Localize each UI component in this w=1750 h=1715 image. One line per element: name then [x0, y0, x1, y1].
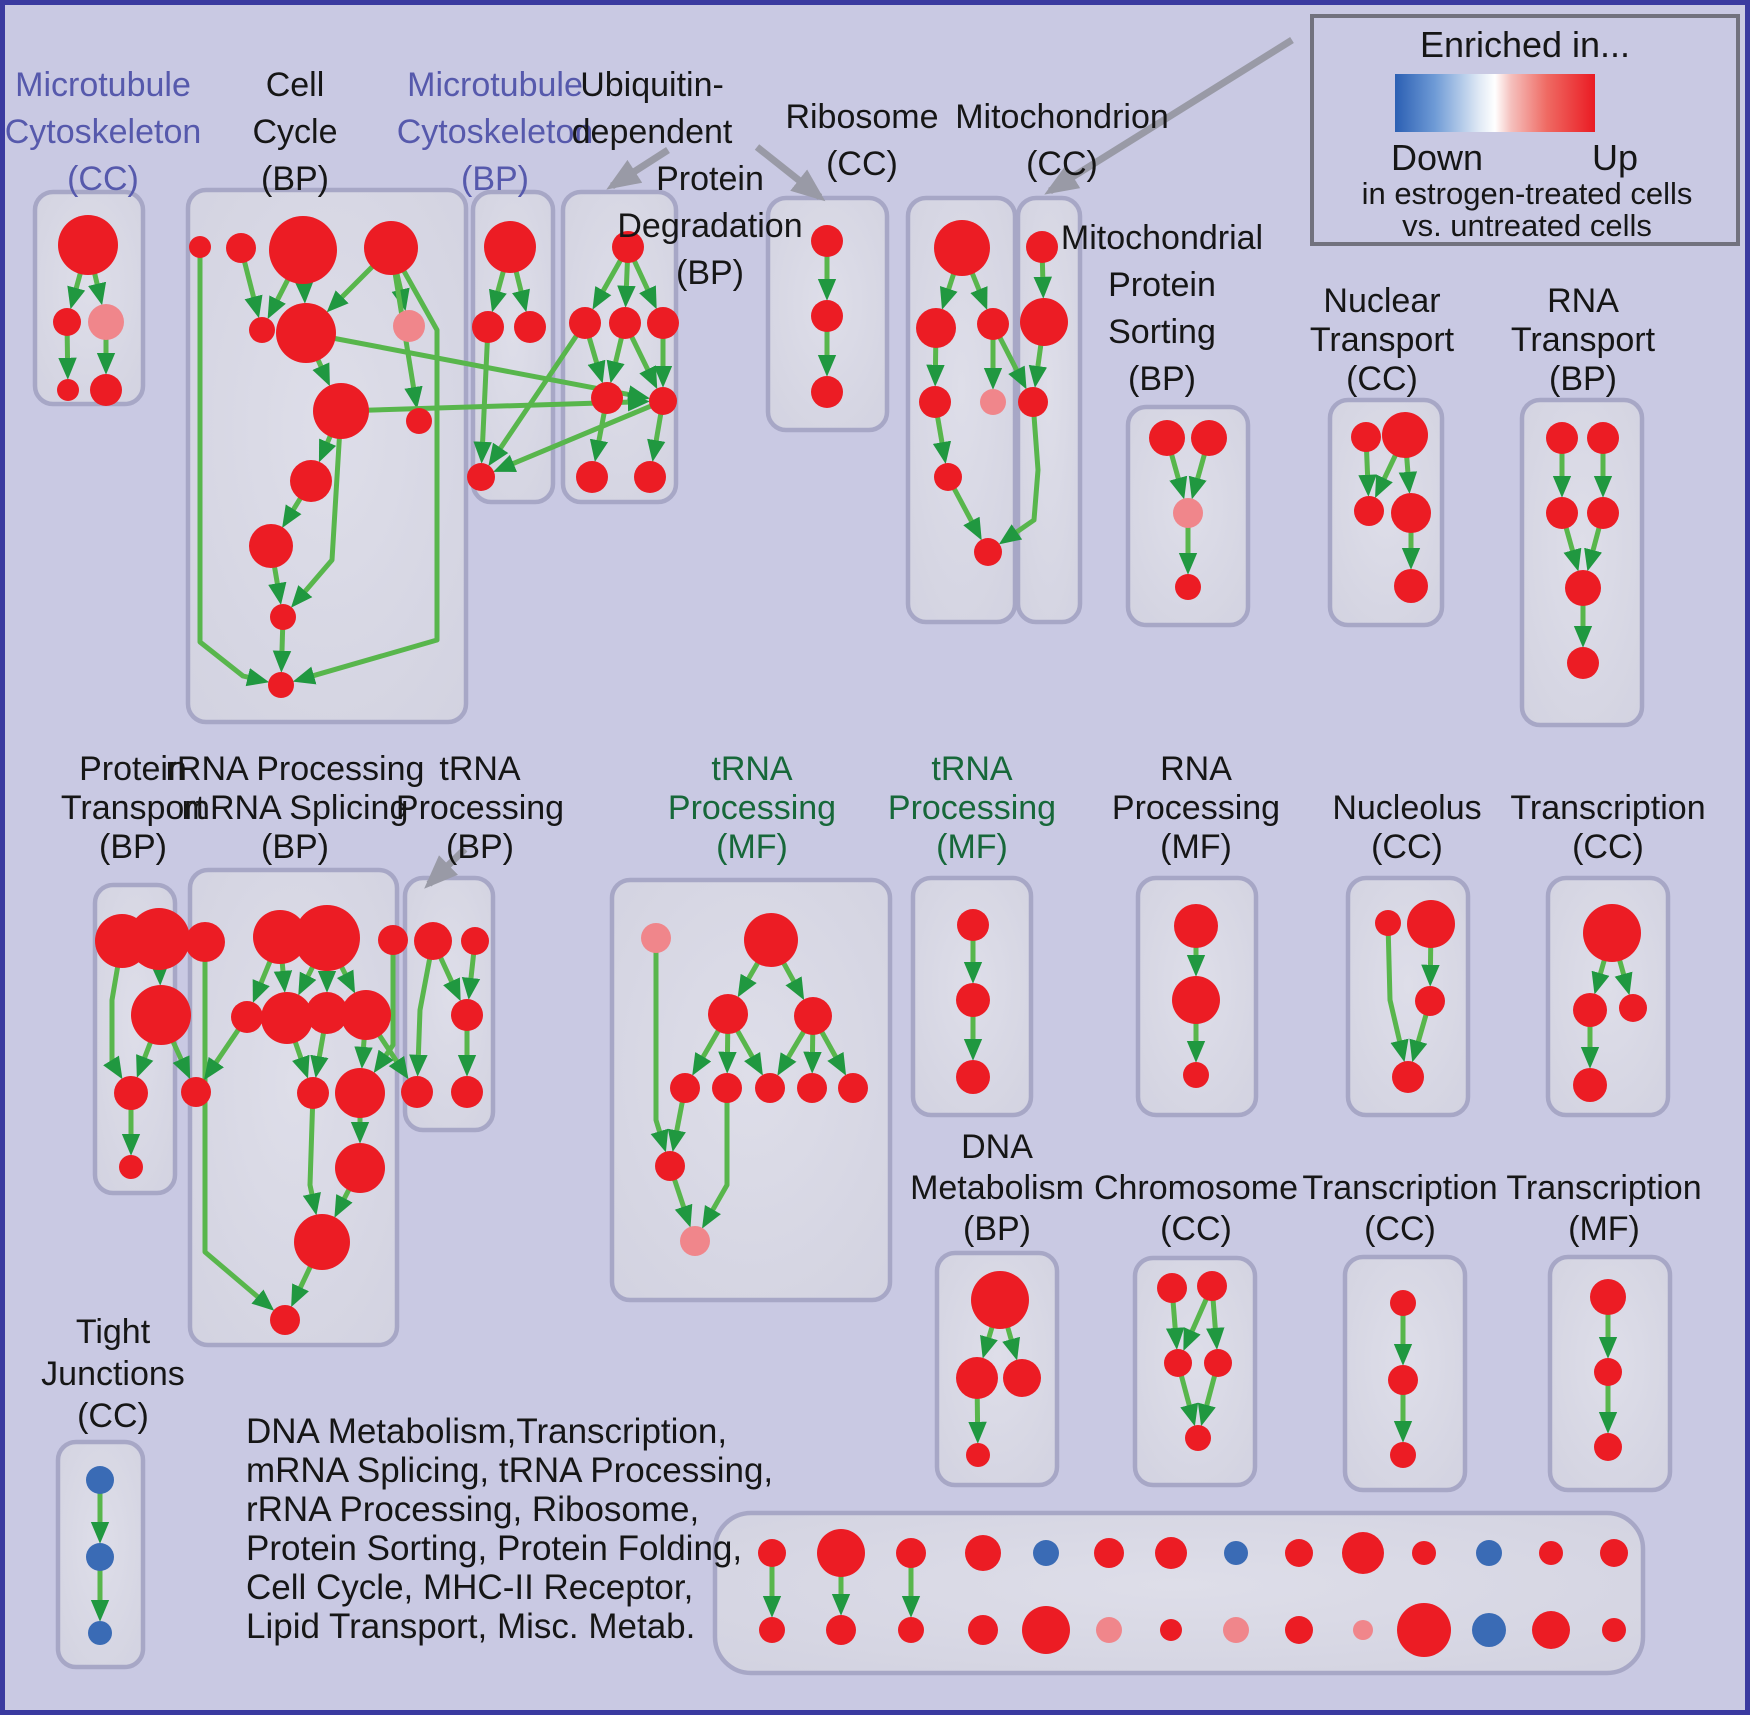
- label-trna-processing-bp: (BP): [446, 828, 514, 866]
- go-term-node-cell_cycle-11: [270, 604, 296, 630]
- go-term-node-trna_mf_big-8: [838, 1073, 868, 1103]
- go-term-node-cell_cycle-0: [189, 236, 211, 258]
- go-term-node-rrna-11: [335, 1143, 385, 1193]
- go-term-node-misc-22: [1285, 1616, 1313, 1644]
- go-term-node-trna_mf_small-1: [956, 983, 990, 1017]
- go-term-node-pt-1: [128, 908, 190, 970]
- label-nuclear-transport-cc: (CC): [1346, 360, 1418, 398]
- go-term-node-trna_mf_big-1: [744, 913, 798, 967]
- go-term-node-trna_mf_small-0: [957, 909, 989, 941]
- go-term-node-mps-2: [1173, 498, 1203, 528]
- go-term-node-tx_cc3-1: [1388, 1365, 1418, 1395]
- go-term-node-rnat-5: [1567, 647, 1599, 679]
- label-microtubule-cytoskeleton-bp: Microtubule: [407, 66, 583, 104]
- merged-clusters-annotation: rRNA Processing, Ribosome,: [246, 1490, 700, 1529]
- go-term-node-tight-2: [88, 1621, 112, 1645]
- go-term-node-chromosome-2: [1164, 1349, 1192, 1377]
- label-mitochondrial-protein-sorting-bp: Mitochondrial: [1060, 219, 1264, 257]
- label-mitochondrial-protein-sorting-bp: (BP): [1128, 360, 1196, 398]
- go-term-node-trna_bp-4: [451, 1076, 483, 1108]
- go-term-node-misc-19: [1096, 1617, 1122, 1643]
- go-term-node-nuct-2: [1354, 496, 1384, 526]
- go-term-node-misc-27: [1602, 1618, 1626, 1642]
- label-protein-transport-bp: Protein: [79, 750, 187, 788]
- label-rna-transport-bp: (BP): [1549, 360, 1617, 398]
- label-chromosome-cc: Chromosome: [1093, 1169, 1299, 1207]
- label-trna-processing-mf-1: tRNA: [711, 750, 793, 788]
- go-term-node-mt_cc-3: [57, 379, 79, 401]
- label-nuclear-transport-cc: Transport: [1309, 321, 1455, 359]
- go-term-node-ubiq2-0: [811, 225, 843, 257]
- go-term-node-misc-24: [1397, 1603, 1451, 1657]
- go-term-node-chromosome-3: [1204, 1349, 1232, 1377]
- label-ribosome-cc: Ribosome: [785, 98, 939, 136]
- go-term-node-nuct-4: [1394, 569, 1428, 603]
- go-term-node-dnam-1: [956, 1357, 998, 1399]
- label-rna-transport-bp: RNA: [1547, 282, 1619, 320]
- go-term-node-cell_cycle-6: [393, 310, 425, 342]
- legend-subtitle-line2: vs. untreated cells: [1402, 208, 1652, 243]
- go-term-node-misc-11: [1476, 1540, 1502, 1566]
- go-term-node-misc-7: [1224, 1541, 1248, 1565]
- go-term-node-mps-0: [1149, 420, 1185, 456]
- go-term-node-dnam-2: [1003, 1359, 1041, 1397]
- go-term-node-rna_mf-0: [1174, 904, 1218, 948]
- merged-clusters-annotation: Protein Sorting, Protein Folding,: [246, 1529, 743, 1568]
- label-mitochondrion-cc: (CC): [1026, 145, 1098, 183]
- go-term-node-pt-2: [131, 985, 191, 1045]
- go-term-node-trna_mf_big-6: [755, 1073, 785, 1103]
- label-transcription-cc-row2: Transcription: [1510, 789, 1706, 827]
- go-term-node-ribosome-6: [974, 538, 1002, 566]
- go-term-node-trna_bp-1: [461, 927, 489, 955]
- label-tight-junctions-cc: Junctions: [41, 1355, 185, 1393]
- go-term-node-trna_mf_big-10: [680, 1226, 710, 1256]
- go-term-node-trna_bp-0: [414, 922, 452, 960]
- go-term-node-tx_cc2-1: [1573, 993, 1607, 1027]
- go-term-node-ribosome-3: [919, 386, 951, 418]
- label-microtubule-cytoskeleton-cc: Cytoskeleton: [4, 113, 202, 151]
- go-term-node-rnat-1: [1587, 422, 1619, 454]
- label-cell-cycle-bp: (BP): [261, 160, 329, 198]
- go-term-node-ribosome-0: [934, 220, 990, 276]
- go-term-node-misc-15: [826, 1615, 856, 1645]
- label-ribosome-cc: (CC): [826, 145, 898, 183]
- go-term-node-misc-18: [1022, 1606, 1070, 1654]
- go-term-node-mito-2: [1018, 387, 1048, 417]
- label-rna-processing-mf: RNA: [1160, 750, 1232, 788]
- label-ubiquitin-degradation-bp: (BP): [676, 254, 744, 292]
- go-term-node-trna_mf_big-7: [797, 1073, 827, 1103]
- go-term-node-misc-8: [1285, 1539, 1313, 1567]
- label-dna-metabolism-bp: Metabolism: [910, 1169, 1084, 1207]
- label-protein-transport-bp: (BP): [99, 828, 167, 866]
- legend-gradient-bar: [1395, 74, 1595, 132]
- label-mitochondrial-protein-sorting-bp: Protein: [1108, 266, 1216, 304]
- go-term-node-ribosome-1: [916, 308, 956, 348]
- legend-subtitle-line1: in estrogen-treated cells: [1361, 176, 1693, 211]
- go-term-node-nuct-1: [1382, 412, 1428, 458]
- label-ubiquitin-degradation-bp: Protein: [656, 160, 764, 198]
- go-term-node-cell_cycle-5: [276, 303, 336, 363]
- go-term-node-trna_bp-2: [451, 999, 483, 1031]
- go-term-node-cell_cycle-8: [406, 408, 432, 434]
- label-tight-junctions-cc: (CC): [77, 1397, 149, 1435]
- go-term-node-misc-26: [1532, 1611, 1570, 1649]
- go-term-node-misc-12: [1539, 1541, 1563, 1565]
- go-term-node-rna_mf-1: [1172, 976, 1220, 1024]
- label-trna-processing-mf-2: tRNA: [931, 750, 1013, 788]
- label-rna-processing-mf: Processing: [1111, 789, 1281, 827]
- go-term-node-rnat-2: [1546, 497, 1578, 529]
- label-ubiquitin-degradation-bp: Ubiquitin-: [580, 66, 724, 104]
- go-term-node-misc-13: [1600, 1539, 1628, 1567]
- go-term-node-mt_bp-1: [472, 311, 504, 343]
- go-term-node-mt_cc-4: [90, 374, 122, 406]
- go-term-node-misc-0: [758, 1539, 786, 1567]
- go-term-node-tx_mf-1: [1594, 1358, 1622, 1386]
- go-term-node-ubiq2-2: [811, 376, 843, 408]
- go-term-node-ubiq2-1: [811, 300, 843, 332]
- go-term-node-tx_cc2-2: [1619, 994, 1647, 1022]
- go-term-node-misc-16: [898, 1617, 924, 1643]
- label-protein-transport-bp: Transport: [60, 789, 206, 827]
- label-nucleolus-cc: Nucleolus: [1332, 789, 1482, 827]
- go-term-node-tight-1: [86, 1543, 114, 1571]
- label-microtubule-cytoskeleton-bp: Cytoskeleton: [396, 113, 594, 151]
- go-term-node-misc-6: [1155, 1537, 1187, 1569]
- go-term-node-mps-1: [1191, 420, 1227, 456]
- label-trna-processing-bp: Processing: [395, 789, 565, 827]
- go-term-node-cell_cycle-4: [249, 317, 275, 343]
- go-term-node-rrna-0: [185, 922, 225, 962]
- go-term-node-tx_mf-0: [1590, 1279, 1626, 1315]
- go-term-node-mt_bp-0: [484, 221, 536, 273]
- go-term-node-cell_cycle-7: [313, 383, 369, 439]
- go-term-node-ribosome-4: [980, 389, 1006, 415]
- go-term-node-misc-14: [759, 1617, 785, 1643]
- go-term-node-cell_cycle-3: [364, 221, 418, 275]
- go-term-node-misc-20: [1160, 1619, 1182, 1641]
- go-term-node-ubiq-1: [569, 307, 601, 339]
- label-microtubule-cytoskeleton-bp: (BP): [461, 160, 529, 198]
- go-term-node-trna_mf_big-9: [655, 1151, 685, 1181]
- go-term-node-rrna-5: [261, 992, 313, 1044]
- go-term-node-tx_cc2-0: [1583, 904, 1641, 962]
- go-term-node-dnam-0: [971, 1271, 1029, 1329]
- go-term-node-ubiq-6: [576, 461, 608, 493]
- label-trna-processing-mf-2: (MF): [936, 828, 1008, 866]
- go-term-node-rrna-12: [294, 1214, 350, 1270]
- go-term-node-rrna-13: [270, 1305, 300, 1335]
- go-term-node-rnat-3: [1587, 497, 1619, 529]
- go-term-node-ribosome-5: [934, 463, 962, 491]
- go-term-node-tx_cc3-2: [1390, 1442, 1416, 1468]
- go-term-node-trna_mf_big-2: [708, 994, 748, 1034]
- go-term-node-misc-17: [968, 1615, 998, 1645]
- label-trna-processing-bp: tRNA: [439, 750, 521, 788]
- go-term-node-nucleolus-0: [1375, 910, 1401, 936]
- merged-clusters-annotation: Lipid Transport, Misc. Metab.: [246, 1607, 696, 1646]
- go-term-node-trna_mf_big-3: [794, 997, 832, 1035]
- merged-clusters-annotation: Cell Cycle, MHC-II Receptor,: [246, 1568, 694, 1607]
- go-term-node-mt_cc-2: [88, 304, 124, 340]
- go-term-node-dnam-3: [966, 1443, 990, 1467]
- go-term-node-rna_mf-2: [1183, 1062, 1209, 1088]
- label-rna-transport-bp: Transport: [1510, 321, 1656, 359]
- go-term-node-rrna-2: [294, 905, 360, 971]
- go-term-node-trna_mf_big-0: [641, 923, 671, 953]
- label-cell-cycle-bp: Cycle: [252, 113, 338, 151]
- legend-title: Enriched in...: [1419, 24, 1631, 65]
- go-term-node-misc-5: [1094, 1538, 1124, 1568]
- go-term-node-tx_cc2-3: [1573, 1068, 1607, 1102]
- go-term-node-pt-4: [119, 1155, 143, 1179]
- label-trna-processing-mf-2: Processing: [887, 789, 1057, 827]
- go-term-node-ubiq-3: [647, 307, 679, 339]
- label-transcription-mf: Transcription: [1506, 1169, 1702, 1207]
- merged-clusters-annotation: DNA Metabolism,Transcription,: [246, 1412, 728, 1451]
- label-mitochondrial-protein-sorting-bp: Sorting: [1108, 313, 1216, 351]
- go-term-node-nuct-3: [1391, 493, 1431, 533]
- go-term-node-nucleolus-2: [1415, 986, 1445, 1016]
- go-term-node-mt_cc-0: [58, 215, 118, 275]
- go-term-node-rnat-0: [1546, 422, 1578, 454]
- go-term-node-cell_cycle-12: [268, 672, 294, 698]
- merged-clusters-annotation: mRNA Splicing, tRNA Processing,: [246, 1451, 774, 1490]
- go-term-node-rrna-9: [297, 1077, 329, 1109]
- label-microtubule-cytoskeleton-cc: (CC): [67, 160, 139, 198]
- go-term-node-chromosome-4: [1185, 1425, 1211, 1451]
- go-term-node-ubiq-5: [649, 387, 677, 415]
- go-term-node-mt_bp-2: [514, 311, 546, 343]
- go-term-node-misc-10: [1412, 1541, 1436, 1565]
- label-tight-junctions-cc: Tight: [75, 1313, 151, 1351]
- go-term-node-rrna-4: [231, 1001, 263, 1033]
- go-term-node-cell_cycle-1: [226, 233, 256, 263]
- go-term-node-nucleolus-3: [1392, 1061, 1424, 1093]
- label-rrna-mrna-bp: rRNA Processing: [165, 750, 425, 788]
- go-term-node-tight-0: [86, 1466, 114, 1494]
- label-dna-metabolism-bp: (BP): [963, 1210, 1031, 1248]
- label-rrna-mrna-bp: (BP): [261, 828, 329, 866]
- go-term-node-ribosome-2: [977, 308, 1009, 340]
- go-term-node-mt_cc-1: [53, 308, 81, 336]
- go-term-node-pt-3: [114, 1076, 148, 1110]
- label-transcription-mf: (MF): [1568, 1210, 1640, 1248]
- go-term-node-rnat-4: [1565, 570, 1601, 606]
- go-term-node-mito-0: [1026, 231, 1058, 263]
- go-term-node-rrna-10: [335, 1068, 385, 1118]
- label-nuclear-transport-cc: Nuclear: [1323, 282, 1441, 320]
- label-transcription-cc-row2: (CC): [1572, 828, 1644, 866]
- go-term-node-nuct-0: [1351, 422, 1381, 452]
- go-term-node-rrna-8: [181, 1077, 211, 1107]
- go-term-node-ubiq-2: [609, 307, 641, 339]
- go-term-node-misc-21: [1223, 1617, 1249, 1643]
- go-term-node-mt_bp-3: [467, 463, 495, 491]
- label-ubiquitin-degradation-bp: Degradation: [617, 207, 803, 245]
- label-trna-processing-mf-1: Processing: [667, 789, 837, 827]
- label-trna-processing-mf-1: (MF): [716, 828, 788, 866]
- label-transcription-cc-row3: Transcription: [1302, 1169, 1498, 1207]
- go-term-node-tx_cc3-0: [1390, 1290, 1416, 1316]
- go-term-node-misc-9: [1342, 1532, 1384, 1574]
- label-dna-metabolism-bp: DNA: [961, 1128, 1033, 1166]
- go-term-node-rrna-3: [378, 925, 408, 955]
- label-mitochondrion-cc: Mitochondrion: [955, 98, 1169, 136]
- go-term-node-misc-4: [1033, 1540, 1059, 1566]
- label-microtubule-cytoskeleton-cc: Microtubule: [15, 66, 191, 104]
- go-term-node-misc-1: [817, 1529, 865, 1577]
- go-term-node-ubiq-4: [591, 382, 623, 414]
- go-term-node-chromosome-0: [1157, 1273, 1187, 1303]
- label-rrna-mrna-bp: mRNA Splicing: [181, 789, 409, 827]
- label-ubiquitin-degradation-bp: dependent: [571, 113, 733, 151]
- go-term-node-misc-23: [1353, 1620, 1373, 1640]
- go-term-node-cell_cycle-9: [290, 460, 332, 502]
- cluster-box-chromosome: [1135, 1258, 1255, 1485]
- go-term-node-trna_mf_small-2: [956, 1060, 990, 1094]
- legend-down-label: Down: [1390, 137, 1484, 178]
- go-term-node-trna_mf_big-4: [670, 1073, 700, 1103]
- label-transcription-cc-row3: (CC): [1364, 1210, 1436, 1248]
- go-term-node-trna_bp-3: [401, 1076, 433, 1108]
- go-term-node-nucleolus-1: [1407, 900, 1455, 948]
- go-term-node-ubiq-7: [634, 461, 666, 493]
- label-cell-cycle-bp: Cell: [265, 66, 325, 104]
- label-chromosome-cc: (CC): [1160, 1210, 1232, 1248]
- label-rna-processing-mf: (MF): [1160, 828, 1232, 866]
- go-term-node-tx_mf-2: [1594, 1433, 1622, 1461]
- go-term-node-misc-2: [896, 1538, 926, 1568]
- go-term-node-rrna-7: [341, 990, 391, 1040]
- go-term-node-mps-3: [1175, 574, 1201, 600]
- go-term-node-cell_cycle-10: [249, 524, 293, 568]
- go-term-node-trna_mf_big-5: [712, 1073, 742, 1103]
- go-term-node-cell_cycle-2: [269, 216, 337, 284]
- go-term-node-misc-25: [1472, 1613, 1506, 1647]
- go-term-node-mito-1: [1020, 298, 1068, 346]
- go-term-node-misc-3: [965, 1535, 1001, 1571]
- go-term-node-chromosome-1: [1197, 1271, 1227, 1301]
- legend-up-label: Up: [1591, 137, 1639, 178]
- label-nucleolus-cc: (CC): [1371, 828, 1443, 866]
